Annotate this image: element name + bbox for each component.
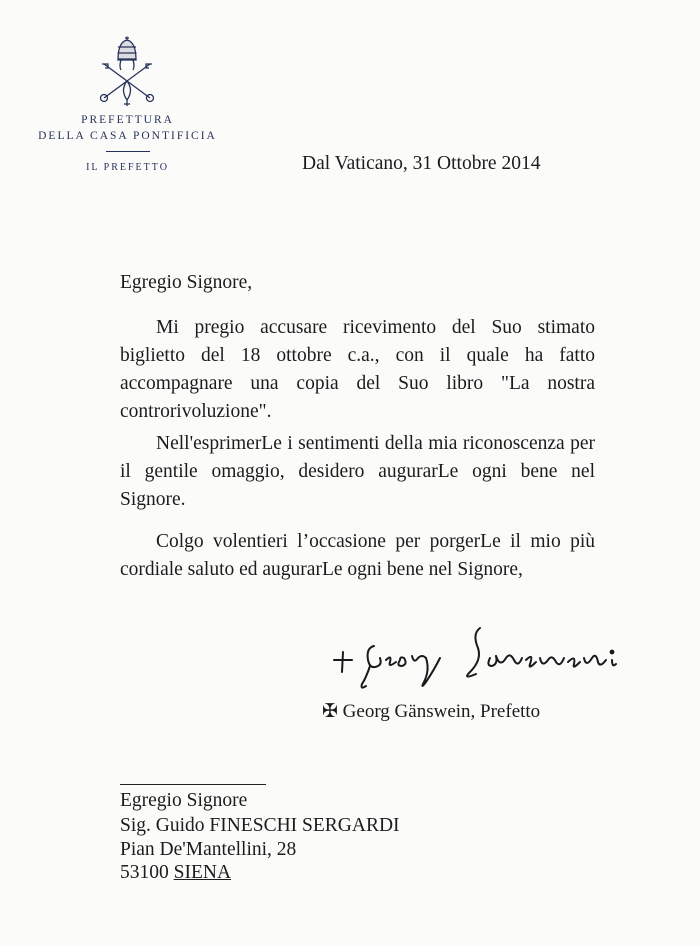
signatory-name: ✠ Georg Gänswein, Prefetto [322, 701, 541, 722]
handwritten-signature [330, 620, 620, 695]
address-divider [120, 784, 266, 785]
body-paragraph-1: Mi pregio accusare ricevimento del Suo stimato biglietto del 18 ottobre c.a., con il quale ha fatto accompagnare una copia del Suo libro "La nostra controrivoluzione". [120, 317, 595, 422]
postal-code: 53100 [120, 862, 169, 883]
address-line-4 [120, 862, 231, 884]
letterhead-line-1: PREFETTURA [81, 114, 174, 126]
papal-coat-of-arms-icon [94, 36, 160, 108]
letter-date: Dal Vaticano, 31 Ottobre 2014 [302, 153, 541, 174]
address-line-2: Sig. Guido FINESCHI SERGARDI [120, 815, 400, 836]
body-paragraph-3: Colgo volentieri l’occasione per porgerLe il mio più cordiale saluto ed augurarLe ogni bene nel Signore, [120, 531, 595, 580]
address-line-1: Egregio Signore [120, 790, 248, 811]
salutation: Egregio Signore, [120, 272, 253, 293]
letterhead-divider [106, 151, 150, 152]
city-name: SIENA [173, 862, 232, 883]
address-line-3: Pian De'Mantellini, 28 [120, 839, 297, 860]
letterhead-subtitle: IL PREFETTO [86, 162, 169, 173]
letterhead-line-2: DELLA CASA PONTIFICIA [38, 130, 217, 142]
body-paragraph-2: Nell'esprimerLe i sentimenti della mia riconoscenza per il gentile omaggio, desidero augurarLe ogni bene nel Signore. [120, 433, 595, 510]
